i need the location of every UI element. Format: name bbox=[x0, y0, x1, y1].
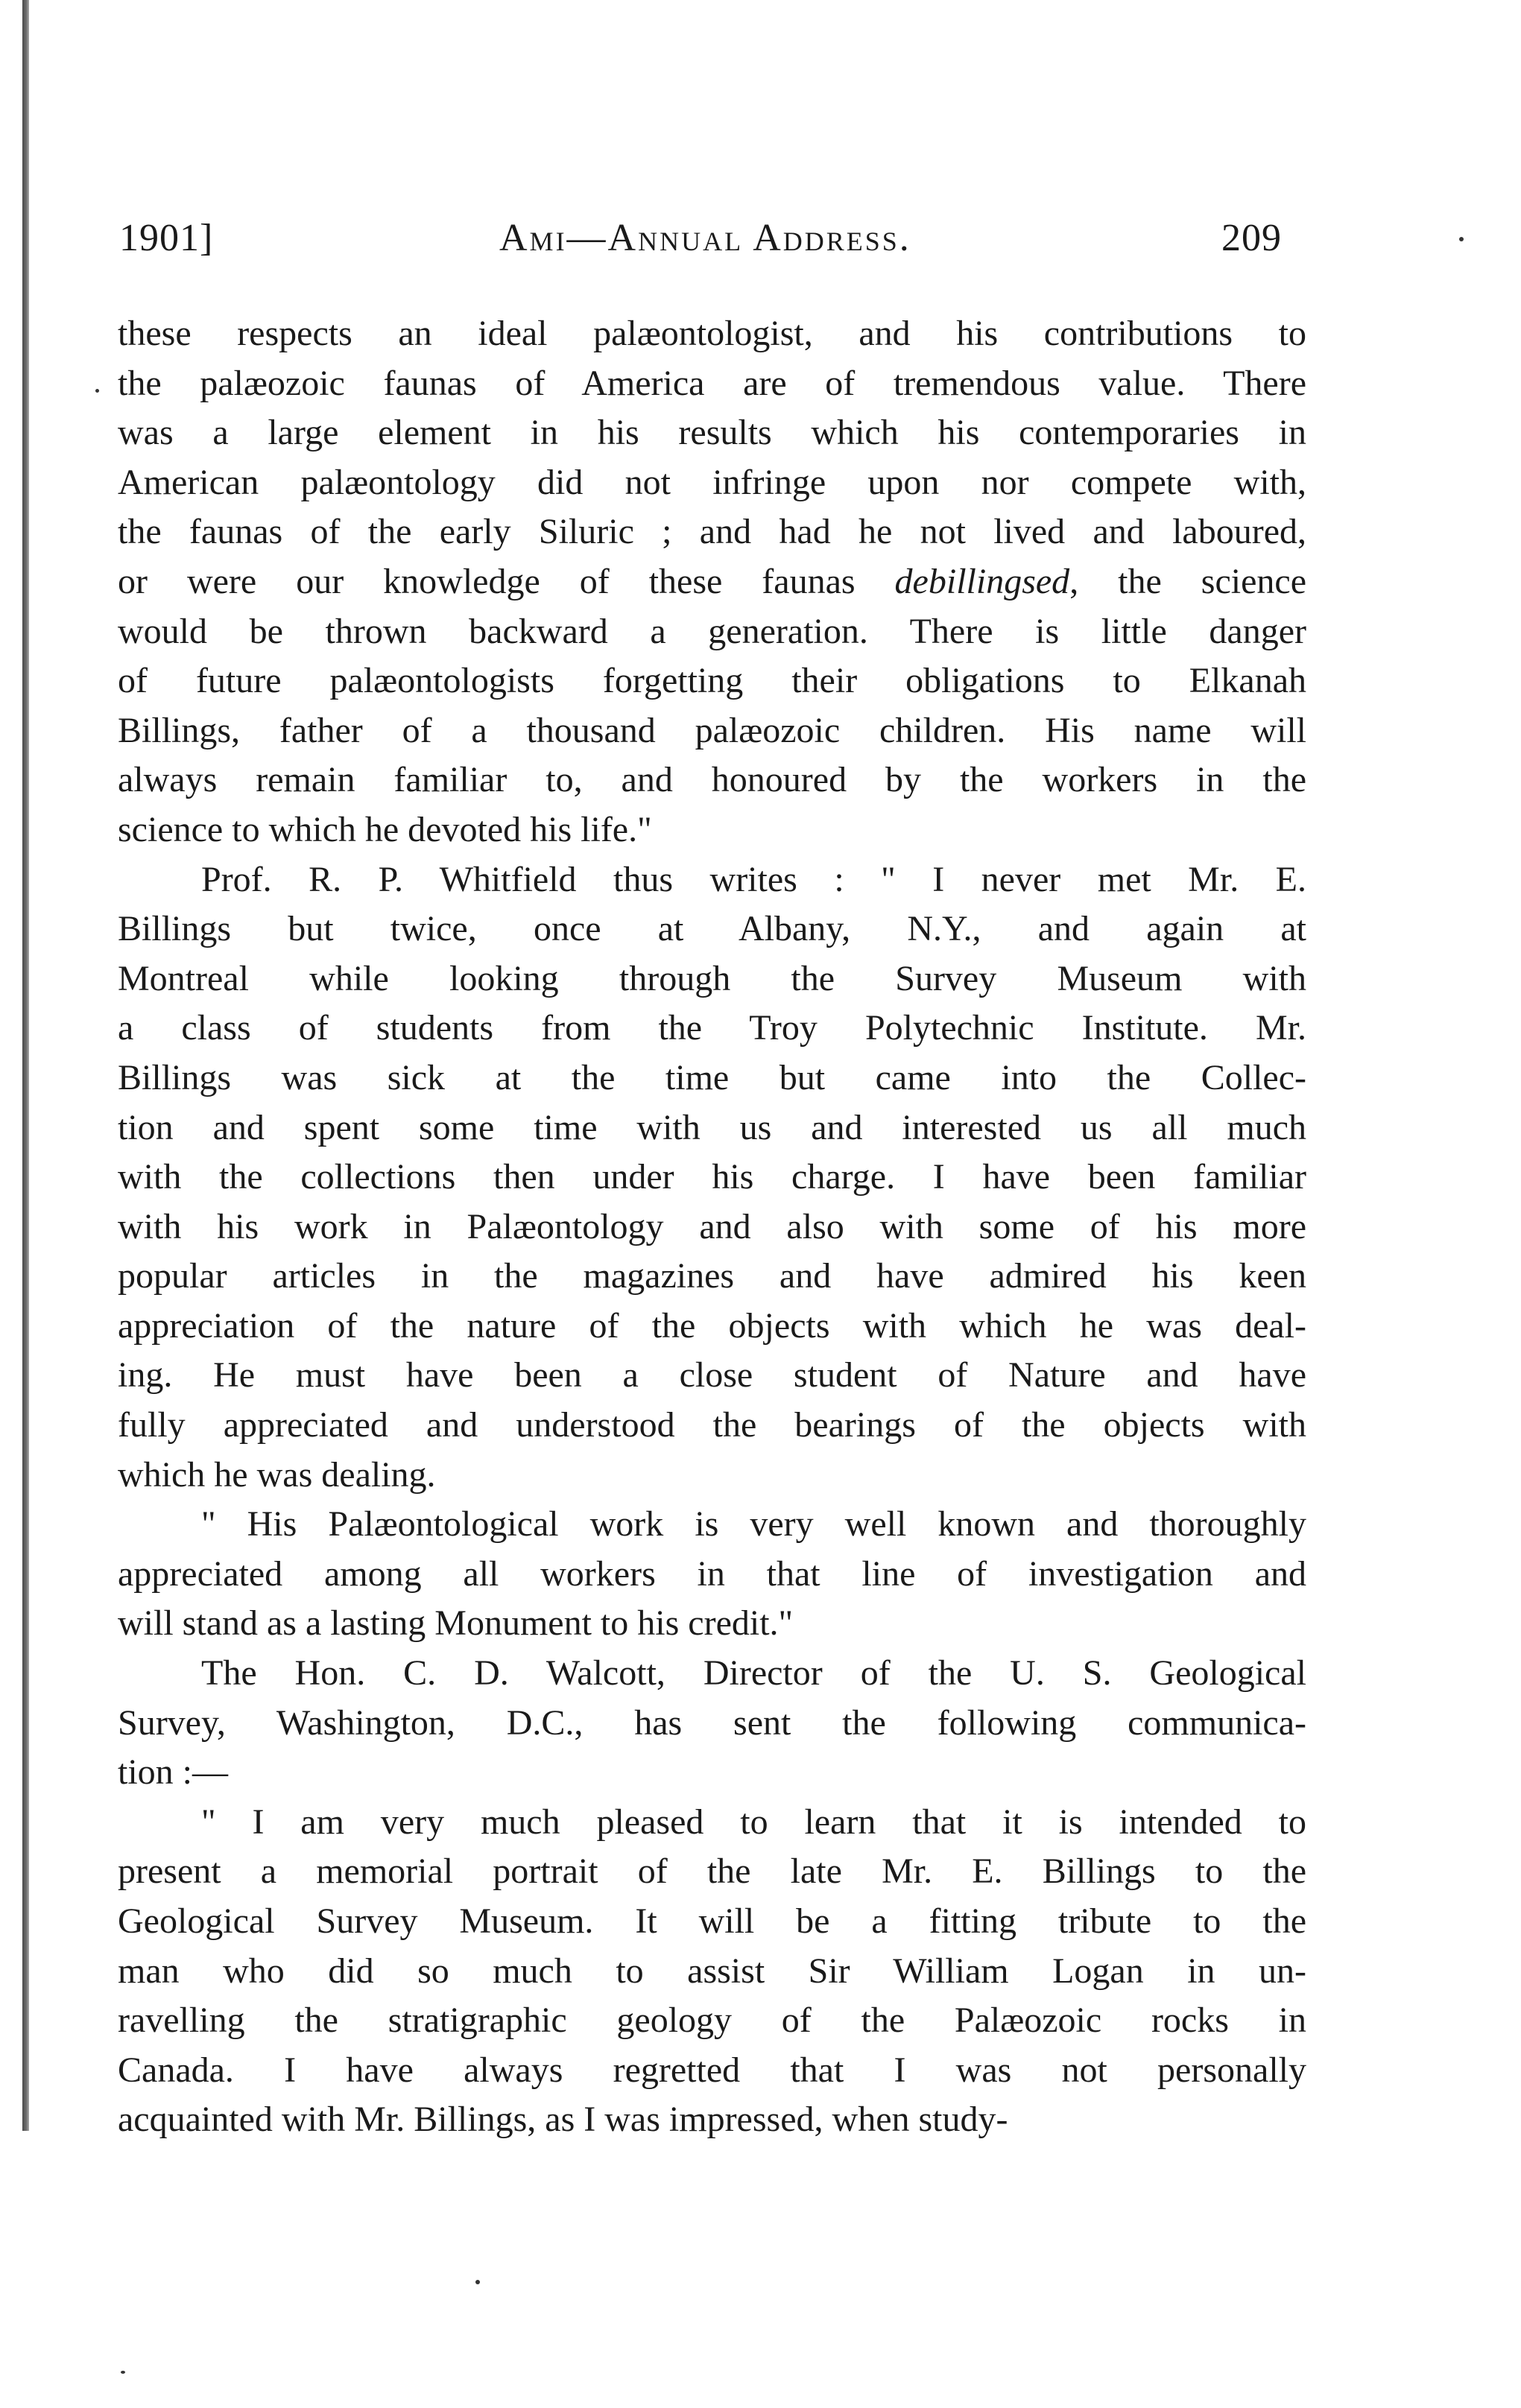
text-line: will stand as a lasting Monument to his credit." bbox=[118, 1603, 794, 1644]
text-line: with the collections then under his charge. I have been familiar bbox=[118, 1157, 1306, 1197]
paragraph bbox=[118, 1500, 1306, 1649]
text-line: Canada. I have always regretted that I was not personally bbox=[118, 2050, 1306, 2090]
body-text bbox=[118, 309, 1306, 2145]
text-line: Survey, Washington, D.C., has sent the following communica- bbox=[118, 1702, 1306, 1743]
text-line: would be thrown backward a generation. There is little danger bbox=[118, 611, 1306, 651]
text-line: was a large element in his results which his contemporaries in bbox=[118, 413, 1306, 453]
text-line: ing. He must have been a close student of Nature and have bbox=[118, 1355, 1306, 1395]
text-line: Prof. R. P. Whitfield thus writes : " I never met Mr. E. bbox=[201, 859, 1306, 899]
text-line: man who did so much to assist Sir William Logan in un- bbox=[118, 1951, 1306, 1991]
text-line: Billings, father of a thousand palæozoic children. His name will bbox=[118, 710, 1306, 750]
text-line: American palæontology did not infringe upon nor compete with, bbox=[118, 462, 1306, 502]
ink-speck bbox=[1459, 237, 1464, 241]
italic-term: debillingsed bbox=[894, 561, 1070, 601]
paragraph bbox=[118, 1649, 1306, 1798]
ink-speck bbox=[475, 2280, 480, 2284]
text-line: which he was dealing. bbox=[118, 1454, 436, 1495]
text-line: always remain familiar to, and honoured by the workers in the bbox=[118, 760, 1306, 800]
ink-speck bbox=[95, 389, 99, 393]
text-line: Billings but twice, once at Albany, N.Y., and again at bbox=[118, 909, 1306, 949]
running-head bbox=[119, 216, 1282, 276]
text-line: fully appreciated and understood the bearings of the objects with bbox=[118, 1405, 1306, 1445]
text-line: or were our knowledge of these faunas debillingsed, the science bbox=[118, 561, 1307, 601]
text-line: of future palæontologists forgetting their obligations to Elkanah bbox=[118, 661, 1306, 701]
page-number: 209 bbox=[1221, 217, 1282, 259]
text-line: tion and spent some time with us and interested us all much bbox=[118, 1107, 1306, 1147]
paragraph bbox=[118, 855, 1306, 1501]
text-line: a class of students from the Troy Polytechnic Institute. Mr. bbox=[118, 1008, 1306, 1048]
text-line: science to which he devoted his life." bbox=[118, 809, 652, 849]
text-line: " His Palæontological work is very well known and thoroughly bbox=[201, 1504, 1306, 1544]
page-binding-edge bbox=[22, 0, 29, 2131]
text-line: the faunas of the early Siluric ; and had he not lived and laboured, bbox=[118, 512, 1306, 552]
text-line: appreciated among all workers in that line of investigation and bbox=[118, 1553, 1306, 1594]
text-line: these respects an ideal palæontologist, and his contributions to bbox=[118, 314, 1306, 353]
paragraph bbox=[118, 309, 1306, 855]
running-head-title: Ami—Annual Address. bbox=[499, 217, 911, 259]
text-line: The Hon. C. D. Walcott, Director of the U. S. Geological bbox=[201, 1653, 1306, 1693]
text-line: acquainted with Mr. Billings, as I was impressed, when study- bbox=[118, 2100, 1008, 2140]
text-line: tion :— bbox=[118, 1752, 229, 1793]
text-line: Billings was sick at the time but came into the Collec- bbox=[118, 1057, 1306, 1097]
text-line: ravelling the stratigraphic geology of the Palæozoic rocks in bbox=[118, 2000, 1306, 2041]
text-line: the palæozoic faunas of America are of tremendous value. There bbox=[118, 363, 1306, 403]
text-line: " I am very much pleased to learn that it is intended to bbox=[201, 1802, 1306, 1842]
text-line: popular articles in the magazines and have admired his keen bbox=[118, 1256, 1306, 1296]
text-line: Montreal while looking through the Survey Museum with bbox=[118, 958, 1306, 998]
text-line: present a memorial portrait of the late Mr. E. Billings to the bbox=[118, 1851, 1306, 1892]
text-line: Geological Survey Museum. It will be a fitting tribute to the bbox=[118, 1901, 1306, 1941]
paragraph bbox=[118, 1798, 1306, 2145]
ink-speck bbox=[121, 2371, 125, 2374]
text-line: with his work in Palæontology and also with some of his more bbox=[118, 1206, 1306, 1246]
running-head-year: 1901] bbox=[119, 217, 214, 259]
text-line: appreciation of the nature of the objects with which he was deal- bbox=[118, 1305, 1306, 1346]
